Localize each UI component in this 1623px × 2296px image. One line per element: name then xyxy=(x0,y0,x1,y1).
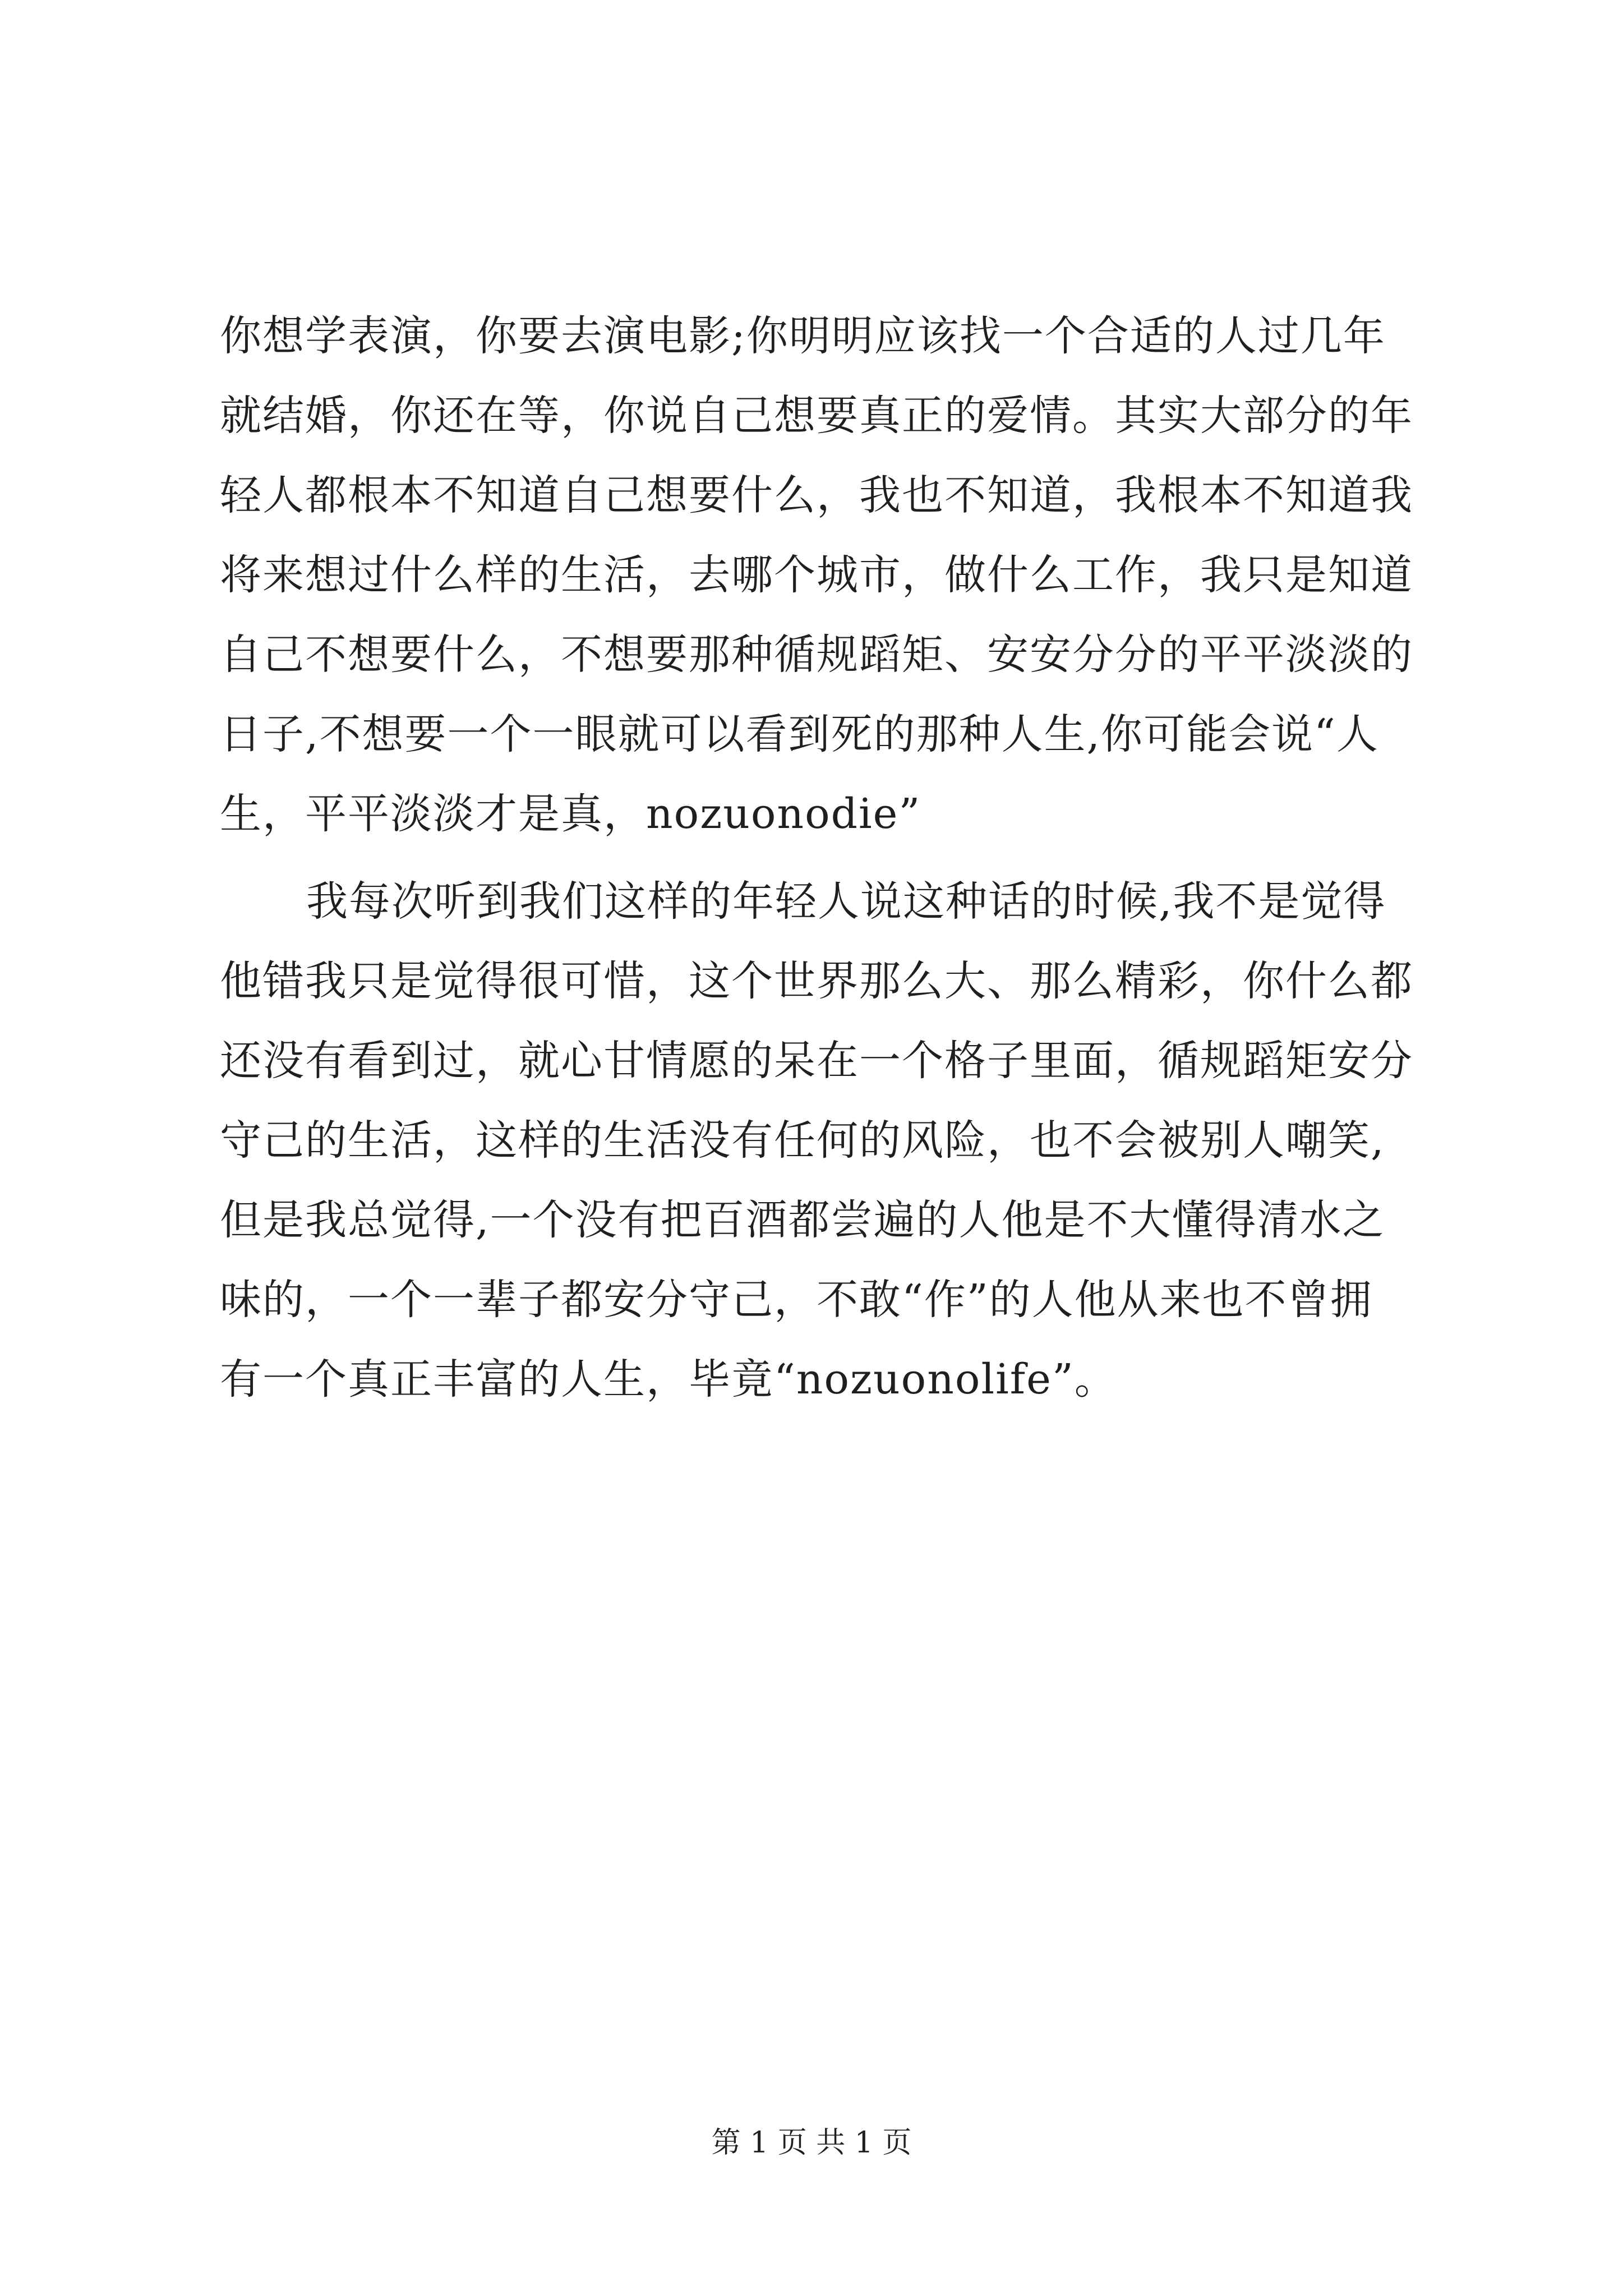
paragraph-line: 味的，一个一辈子都安分守己，不敢“作”的人他从来也不曾拥 xyxy=(220,1276,1373,1324)
paragraph-line: 他错我只是觉得很可惜，这个世界那么大、那么精彩，你什么都 xyxy=(220,957,1413,1005)
paragraph-line: 将来想过什么样的生活，去哪个城市，做什么工作，我只是知道 xyxy=(220,551,1413,599)
paragraph-line: 还没有看到过，就心甘情愿的呆在一个格子里面，循规蹈矩安分 xyxy=(220,1037,1413,1085)
paragraph-line: 生，平平淡淡才是真，nozuonodie” xyxy=(220,790,921,838)
paragraph-line: 守己的生活，这样的生活没有任何的风险，也不会被别人嘲笑, xyxy=(220,1116,1385,1165)
paragraph-line: 但是我总觉得,一个没有把百酒都尝遍的人他是不大懂得清水之 xyxy=(220,1196,1385,1244)
paragraph-line: 你想学表演，你要去演电影;你明明应该找一个合适的人过几年 xyxy=(220,312,1386,360)
page-number-label: 第 1 页 共 1 页 xyxy=(711,2126,912,2160)
paragraph-line: 自己不想要什么，不想要那种循规蹈矩、安安分分的平平淡淡的 xyxy=(220,631,1413,679)
paragraph-1 xyxy=(220,296,1418,854)
document-body xyxy=(220,296,1418,1419)
paragraph-spacer xyxy=(220,854,1418,862)
paragraph-line: 有一个真正丰富的人生，毕竟“nozuonolife”。 xyxy=(220,1355,1117,1404)
paragraph-2 xyxy=(220,862,1418,1419)
paragraph-line: 日子,不想要一个一眼就可以看到死的那种人生,你可能会说“人 xyxy=(220,710,1379,758)
paragraph-line: 轻人都根本不知道自己想要什么，我也不知道，我根本不知道我 xyxy=(220,471,1413,519)
paragraph-line: 就结婚，你还在等，你说自己想要真正的爱情。其实大部分的年 xyxy=(220,392,1413,440)
paragraph-line: 我每次听到我们这样的年轻人说这种话的时候,我不是觉得 xyxy=(306,877,1386,926)
page-footer xyxy=(0,2123,1623,2162)
